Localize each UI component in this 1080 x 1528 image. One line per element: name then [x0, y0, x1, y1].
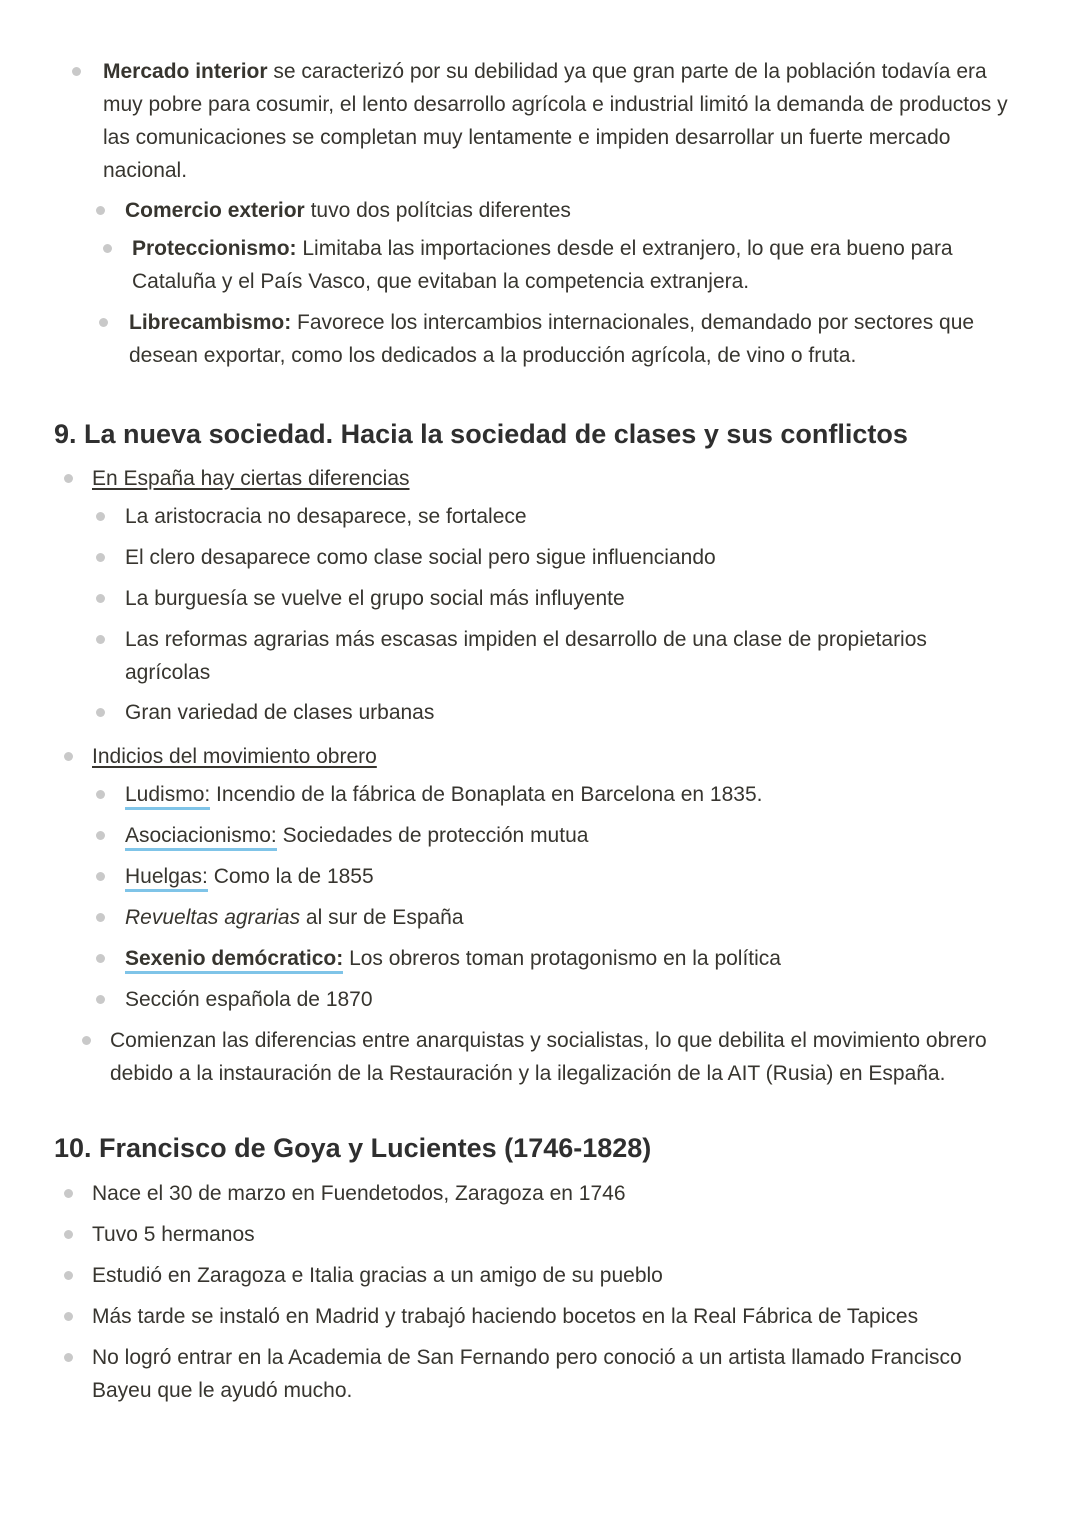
bullet-icon	[64, 1353, 73, 1362]
bullet-icon	[96, 635, 105, 644]
section-10-heading: 10. Francisco de Goya y Lucientes (1746-1828)	[54, 1133, 652, 1163]
list-item-clero	[96, 541, 1016, 574]
term-proteccionismo: Proteccionismo:	[132, 237, 297, 260]
term-ludismo: Ludismo:	[125, 783, 210, 810]
bullet-icon	[64, 1271, 73, 1280]
list-item-reformas-agrarias	[96, 623, 1016, 689]
list-item-proteccionismo	[103, 232, 1023, 298]
term-huelgas: Huelgas:	[125, 865, 208, 892]
list-item-revueltas	[96, 901, 1016, 934]
estudio-text: Estudió en Zaragoza e Italia gracias a un amigo de su pueblo	[92, 1264, 663, 1287]
librecambismo-text	[129, 306, 1009, 372]
list-item-librecambismo	[99, 306, 1019, 372]
bullet-icon	[64, 1189, 73, 1198]
term-comercio-exterior: Comercio exterior	[125, 199, 305, 222]
asociacionismo-body: Sociedades de protección mutua	[276, 824, 589, 847]
clases-urbanas-text: Gran variedad de clases urbanas	[125, 701, 435, 724]
term-mercado-interior: Mercado interior	[103, 60, 268, 83]
comercio-exterior-body: tuvo dos polítcias diferentes	[304, 199, 571, 222]
bullet-icon	[96, 594, 105, 603]
bullet-icon	[72, 67, 81, 76]
list-item-comienzan-diferencias	[82, 1024, 1022, 1090]
list-item-asociacionismo	[96, 819, 1016, 852]
list-item-estudio	[64, 1259, 984, 1292]
proteccionismo-body: Limitaba las importaciones desde el extranjero, lo que era bueno para Cataluña y el País Vasco, que evitaban la competencia extranjera.	[132, 237, 953, 293]
list-item-seccion-espanola	[96, 983, 1016, 1016]
clero-text: El clero desaparece como clase social pero sigue influenciando	[125, 546, 716, 569]
comienzan-diferencias-text: Comienzan las diferencias entre anarquistas y socialistas, lo que debilita el movimiento obrero debido a la instauración de la Restauración y la ilegalización de la AIT (Rusia) en España.	[110, 1029, 987, 1085]
bullet-icon	[64, 1312, 73, 1321]
proteccionismo-text	[132, 232, 1002, 298]
term-sexenio-democratico: Sexenio demócratico:	[125, 947, 343, 974]
bullet-icon	[96, 995, 105, 1004]
revueltas-body: al sur de España	[300, 906, 464, 929]
list-item-huelgas	[96, 860, 1016, 893]
movimiento-obrero-label: Indicios del movimiento obrero	[92, 745, 377, 768]
burguesia-text: La burguesía se vuelve el grupo social más influyente	[125, 587, 625, 610]
bullet-icon	[96, 831, 105, 840]
bullet-icon	[64, 474, 73, 483]
mercado-interior-text	[103, 55, 1032, 187]
list-item-academia	[64, 1341, 1004, 1407]
hermanos-text: Tuvo 5 hermanos	[92, 1223, 255, 1246]
aristocracia-text: La aristocracia no desaparece, se fortalece	[125, 505, 527, 528]
madrid-text: Más tarde se instaló en Madrid y trabajó haciendo bocetos en la Real Fábrica de Tapices	[92, 1305, 919, 1328]
nace-text: Nace el 30 de marzo en Fuendetodos, Zaragoza en 1746	[92, 1182, 626, 1205]
bullet-icon	[96, 872, 105, 881]
list-item-hermanos	[64, 1218, 984, 1251]
seccion-espanola-text: Sección española de 1870	[125, 988, 373, 1011]
term-asociacionismo: Asociacionismo:	[125, 824, 277, 851]
list-item-comercio-exterior	[96, 194, 1016, 227]
bullet-icon	[96, 512, 105, 521]
librecambismo-body: Favorece los intercambios internacionales, demandado por sectores que desean exportar, como los dedicados a la producción agrícola, de vino o fruta.	[129, 311, 975, 367]
list-item-ludismo	[96, 778, 1016, 811]
diferencias-label: En España hay ciertas diferencias	[92, 467, 410, 490]
huelgas-body: Como la de 1855	[207, 865, 374, 888]
bullet-icon	[64, 752, 73, 761]
list-item-madrid	[64, 1300, 1004, 1333]
list-item-burguesia	[96, 582, 1016, 615]
bullet-icon	[96, 790, 105, 799]
bullet-icon	[96, 913, 105, 922]
bullet-icon	[99, 318, 108, 327]
mercado-interior-body: se caracterizó por su debilidad ya que gran parte de la población todavía era muy pobre para cosumir, el lento desarrollo agrícola e industrial limitó la demanda de productos y las comunicaciones se completan muy lentamente e impiden desarrollar un fuerte mercado nacional.	[103, 60, 1008, 182]
bullet-icon	[96, 553, 105, 562]
bullet-icon	[96, 954, 105, 963]
bullet-icon	[64, 1230, 73, 1239]
list-item-sexenio	[96, 942, 1016, 975]
sexenio-body: Los obreros toman protagonismo en la política	[343, 947, 781, 970]
comercio-exterior-text	[125, 194, 1016, 227]
bullet-icon	[96, 708, 105, 717]
list-item-aristocracia	[96, 500, 1016, 533]
list-item-movimiento-obrero	[64, 740, 984, 773]
term-revueltas-agrarias: Revueltas agrarias	[125, 906, 301, 929]
section-9-heading: 9. La nueva sociedad. Hacia la sociedad de clases y sus conflictos	[54, 419, 908, 449]
list-item-diferencias	[64, 462, 984, 495]
bullet-icon	[96, 206, 105, 215]
term-librecambismo: Librecambismo:	[129, 311, 292, 334]
list-item-nace	[64, 1177, 984, 1210]
academia-text: No logró entrar en la Academia de San Fernando pero conoció a un artista llamado Francisco Bayeu que le ayudó mucho.	[92, 1346, 962, 1402]
bullet-icon	[82, 1036, 91, 1045]
list-item-mercado-interior	[72, 55, 1032, 187]
ludismo-body: Incendio de la fábrica de Bonaplata en Barcelona en 1835.	[210, 783, 763, 806]
reformas-agrarias-text: Las reformas agrarias más escasas impiden el desarrollo de una clase de propietarios agrícolas	[125, 628, 927, 684]
list-item-clases-urbanas	[96, 696, 1016, 729]
bullet-icon	[103, 244, 112, 253]
